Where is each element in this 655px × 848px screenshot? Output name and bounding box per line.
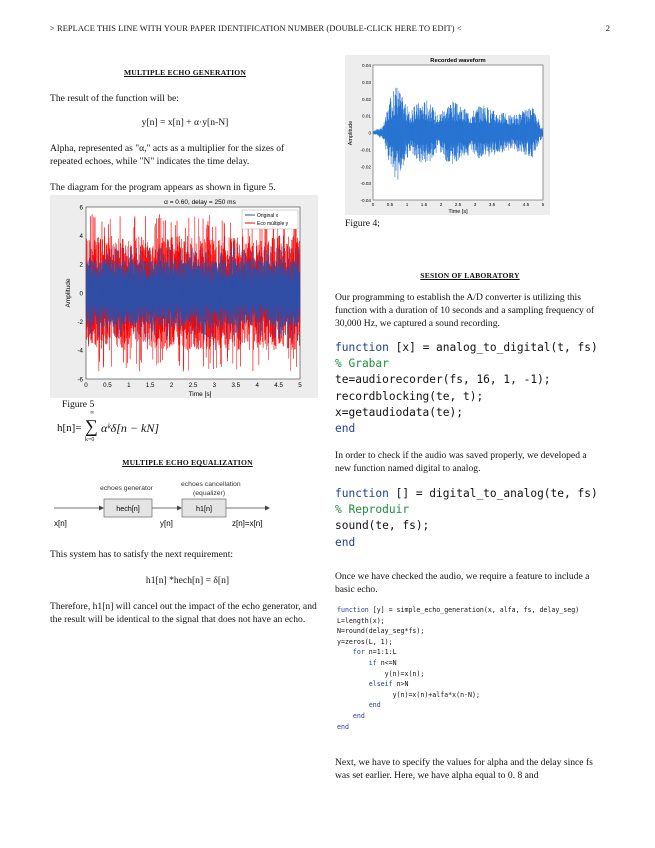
code-text: [x] = analog_to_digital(t, fs) bbox=[388, 341, 598, 354]
block-hech-label: hech[n] bbox=[116, 504, 140, 513]
code-keyword: for bbox=[352, 648, 365, 657]
code-line bbox=[335, 340, 598, 356]
code-line bbox=[335, 486, 598, 502]
code-line bbox=[337, 690, 579, 701]
paragraph-ad-converter: Our programming to establish the A/D converter is utilizing this function with a duration of 10 seconds and a sampling frequency of 30,000 Hz, we captured a sound recording. bbox=[335, 292, 595, 329]
code-line bbox=[337, 616, 579, 627]
y-tick-label: 0 bbox=[368, 130, 371, 136]
code-text: L=length(x); bbox=[337, 616, 385, 625]
code-block-analog-to-digital bbox=[335, 340, 598, 437]
eq-sum-bottom: k=0 bbox=[85, 437, 95, 443]
code-text: y(n)=x(n); bbox=[384, 669, 425, 678]
y-tick-label: 4 bbox=[79, 232, 83, 240]
label-equalizer: (equalizer) bbox=[193, 490, 226, 497]
x-tick-label: 4.5 bbox=[274, 382, 283, 389]
x-tick-label: 3.5 bbox=[488, 202, 496, 207]
y-tick-label: -0.04 bbox=[360, 198, 371, 203]
code-keyword: end bbox=[368, 701, 381, 710]
equation-requirement: h1[n] *hech[n] = δ[n] bbox=[145, 575, 230, 586]
y-tick-label: 0 bbox=[79, 290, 83, 298]
paragraph-alpha: Alpha, represented as "α," acts as a multiplier for the sizes of repeated echoes, while "N" indicates the time delay. bbox=[50, 143, 285, 167]
paragraph-next-values: Next, we have to specify the values for alpha and the delay since fs was set earlier. Here, we have alpha equal to 0. 8 and bbox=[335, 757, 593, 781]
code-keyword: end bbox=[352, 711, 365, 720]
code-line bbox=[335, 356, 598, 372]
label-echoes-generator: echoes generator bbox=[100, 485, 153, 492]
eq-sum-top: ∞ bbox=[90, 410, 95, 416]
chart-title: Recorded waveform bbox=[430, 58, 486, 64]
code-line bbox=[335, 389, 598, 405]
code-block-simple-echo-generation bbox=[337, 605, 579, 732]
eq-rhs: αᵏδ[n − kN] bbox=[101, 421, 160, 435]
x-tick-label: 1 bbox=[405, 202, 409, 207]
paragraph-result: The result of the function will be: bbox=[50, 93, 179, 104]
y-tick-label: 0.04 bbox=[362, 63, 371, 68]
x-tick-label: 0.5 bbox=[103, 382, 112, 389]
signal-z: z[n]=x[n] bbox=[232, 519, 263, 528]
figure5-caption: Figure 5 bbox=[62, 399, 95, 410]
x-tick-label: 1.5 bbox=[145, 382, 155, 389]
legend-echo: Eco múltiple y bbox=[257, 221, 289, 227]
x-tick-label: 1 bbox=[127, 382, 131, 389]
code-line bbox=[335, 405, 598, 421]
block-h1-label: h1[n] bbox=[196, 504, 212, 513]
code-keyword: function bbox=[335, 487, 389, 500]
x-tick-label: 2 bbox=[439, 202, 443, 207]
x-tick-label: 3 bbox=[212, 382, 217, 389]
block-diagram-equalizer bbox=[50, 476, 320, 532]
code-line bbox=[337, 722, 579, 733]
y-tick-label: -2 bbox=[77, 318, 83, 326]
header-title: > REPLACE THIS LINE WITH YOUR PAPER IDENTIFICATION NUMBER (DOUBLE-CLICK HERE TO EDIT) < bbox=[50, 24, 462, 33]
chart-legend bbox=[242, 210, 298, 229]
code-line bbox=[335, 372, 598, 388]
equation-echo: y[n] = x[n] + α·y[n-N] bbox=[141, 117, 229, 128]
code-text: sound(te, fs); bbox=[335, 519, 430, 533]
code-line bbox=[337, 711, 579, 722]
y-tick-label: -0.02 bbox=[360, 164, 371, 170]
eq-lhs: h[n]= bbox=[57, 422, 82, 434]
echo-chart-figure5 bbox=[50, 195, 318, 398]
x-tick-label: 0 bbox=[371, 202, 375, 207]
code-line bbox=[337, 637, 579, 648]
code-text: recordblocking(te, t); bbox=[335, 389, 484, 403]
code-text: N=round(delay_seg*fs); bbox=[337, 627, 425, 636]
code-keyword: end bbox=[337, 722, 349, 731]
code-keyword: function bbox=[337, 606, 369, 614]
paragraph-requirement: This system has to satisfy the next requirement: bbox=[50, 549, 234, 560]
code-line bbox=[335, 535, 598, 551]
y-tick-label: 0.02 bbox=[362, 96, 371, 102]
x-tick-label: 4.5 bbox=[522, 202, 530, 207]
paragraph-therefore: Therefore, h1[n] will cancel out the impact of the echo generator, and the result will be identical to the signal that does not have an echo. bbox=[50, 601, 317, 625]
eq-sum-sign: ∑ bbox=[85, 416, 98, 436]
code-text: [] = digital_to_analog(te, fs) bbox=[388, 487, 598, 500]
section-title-multiple-echo-equalization: MULTIPLE ECHO EQUALIZATION bbox=[122, 458, 253, 467]
code-text: n<=N bbox=[376, 658, 397, 667]
x-tick-label: 5 bbox=[298, 382, 302, 389]
y-tick-label: 6 bbox=[79, 204, 83, 212]
y-axis-label: Amplitude bbox=[348, 120, 354, 146]
recorded-waveform-chart bbox=[345, 55, 550, 215]
y-tick-label: -6 bbox=[77, 376, 83, 384]
code-line bbox=[337, 605, 579, 616]
arrowhead-2 bbox=[177, 506, 182, 511]
code-text: n>N bbox=[392, 680, 409, 689]
code-text: y=zeros(L, 1); bbox=[337, 637, 393, 646]
code-keyword: elseif bbox=[368, 680, 393, 689]
arrowhead-3 bbox=[265, 506, 270, 511]
code-line bbox=[337, 679, 579, 690]
code-text: n=1:1:L bbox=[364, 648, 397, 657]
code-line bbox=[335, 421, 598, 437]
label-echoes-cancellation: echoes cancellation bbox=[181, 481, 241, 488]
x-tick-label: 2 bbox=[169, 382, 174, 389]
y-tick-label: -4 bbox=[77, 347, 83, 355]
y-tick-label: -0.03 bbox=[360, 181, 371, 187]
equation-impulse-response bbox=[57, 410, 257, 446]
code-text: x=getaudiodata(te); bbox=[335, 405, 463, 419]
section-title-multiple-echo-generation: MULTIPLE ECHO GENERATION bbox=[123, 68, 247, 77]
code-block-digital-to-analog bbox=[335, 486, 598, 551]
legend-original: Original x bbox=[257, 213, 279, 219]
x-tick-label: 3 bbox=[473, 202, 477, 207]
code-text: te=audiorecorder(fs, 16, 1, -1); bbox=[335, 373, 551, 387]
x-tick-label: 4 bbox=[507, 202, 511, 207]
x-tick-label: 3.5 bbox=[231, 382, 241, 389]
code-line bbox=[335, 502, 598, 518]
y-tick-label: 0.01 bbox=[362, 113, 371, 119]
code-line bbox=[337, 700, 579, 711]
code-keyword: function bbox=[335, 341, 389, 354]
code-comment: % Reproduir bbox=[335, 503, 410, 517]
x-tick-label: 5 bbox=[541, 202, 545, 207]
x-tick-label: 4 bbox=[255, 382, 259, 389]
y-tick-label: 0.03 bbox=[362, 79, 371, 85]
x-tick-label: 2.5 bbox=[454, 202, 462, 207]
signal-y: y[n] bbox=[160, 519, 173, 528]
code-comment: % Grabar bbox=[335, 357, 389, 371]
x-axis-label: Time [s] bbox=[448, 209, 468, 215]
y-tick-label: -0.01 bbox=[360, 147, 371, 153]
code-line bbox=[337, 626, 579, 637]
code-line bbox=[335, 518, 598, 534]
x-tick-label: 1.5 bbox=[420, 202, 428, 207]
signal-x: x[n] bbox=[54, 519, 67, 528]
code-text: y(n)=x(n)+alfa*x(n-N); bbox=[392, 690, 480, 699]
arrowhead-1 bbox=[99, 506, 104, 511]
code-keyword: end bbox=[335, 422, 356, 436]
x-tick-label: 2.5 bbox=[188, 382, 198, 389]
x-axis-label: Time [s] bbox=[188, 391, 212, 398]
paragraph-basic-echo: Once we have checked the audio, we require a feature to include a basic echo. bbox=[335, 571, 590, 595]
code-line bbox=[337, 669, 579, 680]
x-tick-label: 0.5 bbox=[386, 202, 394, 207]
paragraph-diagram: The diagram for the program appears as shown in figure 5. bbox=[50, 182, 276, 193]
x-tick-label: 0 bbox=[84, 382, 88, 389]
code-line bbox=[337, 658, 579, 669]
y-axis-label: Amplitude bbox=[65, 278, 72, 308]
code-keyword: if bbox=[368, 658, 377, 667]
y-tick-label: 2 bbox=[79, 261, 83, 269]
page-number: 2 bbox=[605, 24, 610, 33]
paragraph-check-audio: In order to check if the audio was saved properly, we developed a new function named digital to analog. bbox=[335, 450, 587, 474]
figure4-caption: Figure 4; bbox=[345, 218, 380, 229]
code-line bbox=[337, 647, 579, 658]
code-text: [y] = simple_echo_generation(x, alfa, fs, delay_seg) bbox=[368, 606, 580, 614]
running-header bbox=[50, 24, 610, 33]
section-title-laboratory: SESION OF LABORATORY bbox=[420, 271, 520, 280]
code-keyword: end bbox=[335, 535, 356, 549]
chart-title: α = 0.60, delay = 250 ms bbox=[164, 199, 236, 206]
